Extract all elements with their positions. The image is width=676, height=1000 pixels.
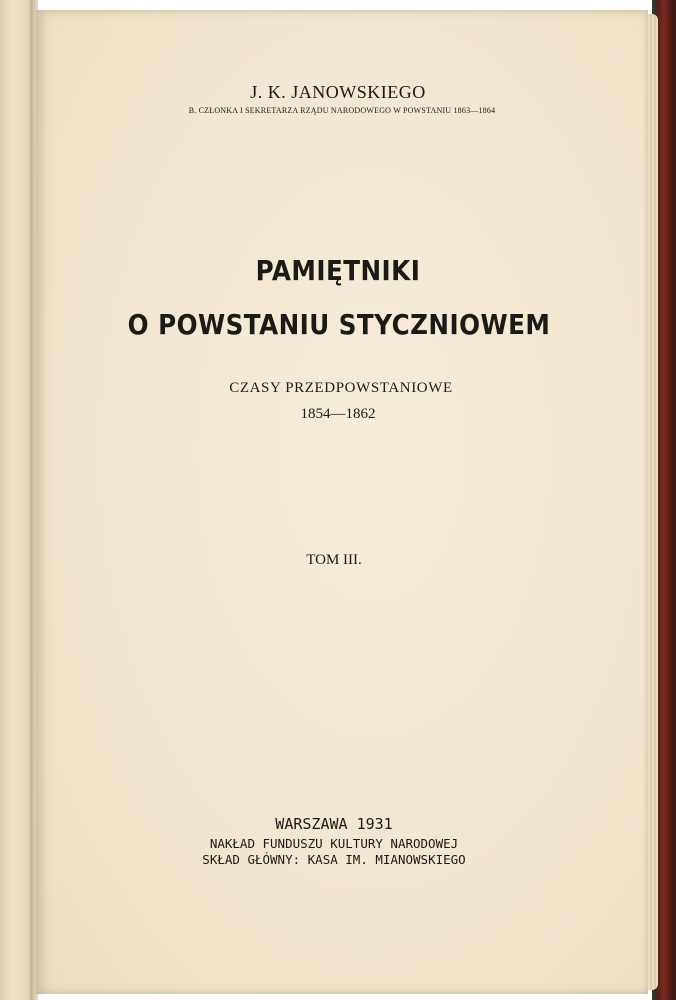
author-name: J. K. JANOWSKIEGO: [250, 82, 426, 102]
imprint-publisher: NAKŁAD FUNDUSZU KULTURY NARODOWEJ: [209, 836, 459, 851]
volume-number: TOM III.: [306, 552, 362, 568]
imprint-city-year: WARSZAWA 1931: [275, 815, 393, 833]
author-subtitle: B. CZŁONKA I SEKRETARZA RZĄDU NARODOWEGO W POWSTANIU 1863—1864: [188, 106, 496, 115]
imprint-distributor: SKŁAD GŁÓWNY: KASA IM. MIANOWSKIEGO: [202, 852, 466, 867]
book-years: 1854—1862: [300, 406, 376, 422]
book-subtitle: CZASY PRZEDPOWSTANIOWE: [229, 380, 453, 396]
book-title-line-2: O POWSTANIU STYCZNIOWEM: [127, 308, 551, 341]
book-title-line-1: PAMIĘTNIKI: [255, 254, 421, 287]
